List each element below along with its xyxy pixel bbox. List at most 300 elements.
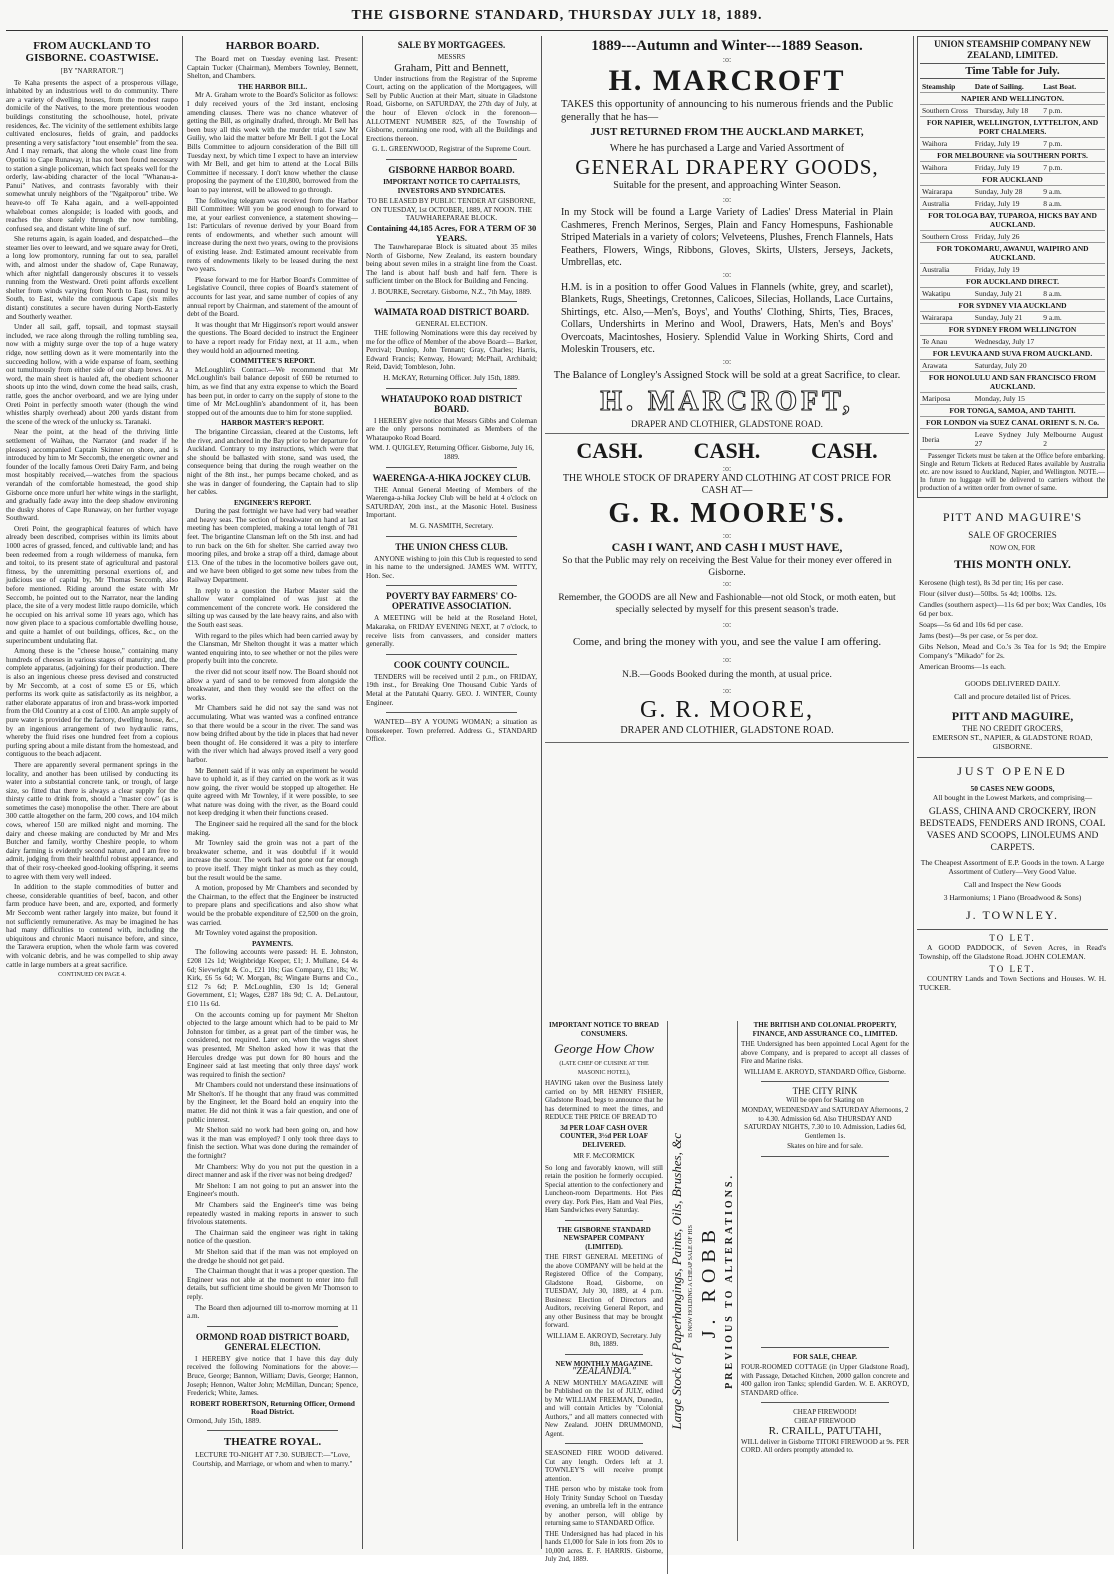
section-subheading: HARBOR MASTER'S REPORT. <box>221 419 324 428</box>
marcroft-stock: In my Stock will be found a Large Variety of Ladies' Dress Material in Plain Cashmeres, French Merinos, Serges, Plain and Fancy Homespuns, Fashionable Striped Materials in a variety of colors; Velveteens, Plushes, French Flannels, Hats Feathers, Flowers, Wings, Ribbons, Gloves, Skirts, Ulsters, Jerseys, Jackets, Umbrellas, etc. <box>561 207 893 268</box>
notice-text: I HEREBY give notice that I have this day duly received the following Nominations for the above:— Bruce, George; Bannon, William; Davis, George; Hannon, Joseph; Hennon, Walter John; McMillan, Duncan; Spence, Frederick; White, James. <box>187 1354 358 1398</box>
divider <box>386 536 517 537</box>
townley-cases: 50 CASES NEW GOODS, <box>970 784 1055 793</box>
timetable-cell: Australia <box>920 198 973 210</box>
bread-name: George How Chow <box>554 1041 654 1056</box>
divider <box>565 1354 643 1355</box>
notice-text: MESSRS <box>437 53 466 61</box>
townley-just: JUST OPENED <box>957 764 1068 778</box>
pitt-item: Soaps—5s 6d and 10s 6d per case. <box>919 620 1023 629</box>
article-paragraph: Please forward to me for Harbor Board's Committee of Legislative Council, three copies of Board's statement of accounts for last year, and same number of copies of any annual report by Chairman, and statement of the amount of debt of the Board. <box>187 275 358 319</box>
timetable-row <box>920 405 1105 417</box>
ornament: :o: <box>722 578 732 588</box>
article-byline: [BY "NARRATOR."] <box>60 67 124 75</box>
notice-heading: POVERTY BAY FARMERS' CO-OPERATIVE ASSOCIATION. <box>386 591 517 612</box>
townley-ad <box>917 758 1108 930</box>
marcroft-footer: DRAPER AND CLOTHIER, GLADSTONE ROAD. <box>631 418 823 429</box>
article-paragraph: Te Kaha presents the aspect of a prosperous village, inhabited by an industrious well to do community. There are a variety of dwelling houses, from the modest raupo domicile of the Natives, to the more pretentious wooden buildings constituting the schoolhouse, hotel, private residences, &c. The vicinity of the settlement exhibits large cultivated enclosures, fields of grain, and paddocks presenting a very satisfactory "tout ensemble" from the sea. And I may remark, that along the whole coast line from Opotiki to Cape Runaway, it has not been found necessary to station a single policeman, which fact speaks well for the orderly, law-abiding character of the local "Whanau-a-Panui" Natives, and contrasts favorably with their somewhat unruly neighbors of the "Ngaitporou" tribe. We heave-to off Te Kaha again, and a well-appointed whaleboat comes alongside; is loaded with goods, and reaches the shore safely through the now tumbling, confused sea, and distant white line of surf. <box>6 78 178 233</box>
pitt-item: Gibs Nelson, Mead and Co.'s 3s Tea for 1s 9d; the Empire Company's "Mikado" for 2s. <box>919 642 1106 660</box>
column-divider <box>541 36 542 1549</box>
timetable-cell: Waihora <box>920 162 973 174</box>
article-paragraph: The Chairman said the engineer was right in taking notice of the question. <box>187 1228 358 1246</box>
pitt-now: NOW ON, FOR <box>989 544 1036 552</box>
article-paragraph: Mr Chambers said the Engineer's time was being repeatedly wasted in making reports in answer to such frivolous statements. <box>187 1201 358 1227</box>
article-paragraph: Under all sail, gaff, topsail, and topmast staysail included, we race along through the rolling tumbling sea, now with a mighty surge over the top of a huge watery ridge, now settling down as it were momentarily into the succeeding hollow, with a wide expanse of foam, seething out tumultuously from either side of our sharp bows. At a word, the main sheet is hauled aft, the obedient schooner shoots up into the wind, down come the head sails, crash, rattle, goes the anchor overboard, and we are lying under Oreti Point in perfectly smooth water (though the wind whistles sharply overhead) about 200 yards distant from the scene of the wreck of the unlucky ss. Taranaki. <box>6 323 178 426</box>
divider <box>386 654 517 655</box>
moore-public: So that the Public may rely on receiving the Best Value for their money ever offered in Gisborne. <box>562 555 892 578</box>
timetable-cell <box>1041 336 1105 348</box>
continued-note: CONTINUED ON PAGE 4. <box>58 972 126 979</box>
timetable-cell: Australia <box>920 264 973 276</box>
timetable-row <box>920 150 1105 162</box>
timetable-cell: Friday, July 19 <box>973 138 1041 150</box>
timetable-route: FOR HONOLULU AND SAN FRANCISCO FROM AUCKLAND. <box>920 372 1105 393</box>
cash-word: CASH. <box>811 437 878 463</box>
timetable-cell: Wakatipu <box>920 288 973 300</box>
bread-column <box>545 1021 668 1574</box>
timetable-cell: Thursday, July 18 <box>973 105 1041 117</box>
timetable-cell: 8 a.m. <box>1041 198 1105 210</box>
notice-signature: M. G. NASMITH, Secretary. <box>409 521 494 530</box>
divider <box>386 467 517 468</box>
townley-bought: All bought in the Lowest Markets, and comprising— <box>932 793 1093 802</box>
timetable-cell <box>1041 393 1105 405</box>
sale-text: FOUR-ROOMED COTTAGE (in Upper Gladstone Road), with Passage, Detached Kitchen, 2000 gallon concrete and 400 gallon iron Tanks; splendid Garden. W. E. AKROYD, STANDARD office. <box>741 1363 909 1397</box>
sale-heading: FOR SALE, CHEAP. <box>793 1352 857 1361</box>
moore-remember: Remember, the GOODS are all New and Fashionable—not old Stock, or moth eaten, but specially selected by myself for this present season's trade. <box>558 592 896 615</box>
timetable-route: FOR TONGA, SAMOA, AND TAHITI. <box>920 405 1105 417</box>
timetable-route: FOR AUCKLAND <box>920 174 1105 186</box>
tolet-heading-2: TO LET. <box>989 964 1036 974</box>
timetable-cell: Southern Cross <box>920 105 973 117</box>
notice-text: WANTED—BY A YOUNG WOMAN; a situation as housekeeper. Town preferred. Address G., STANDARD Office. <box>366 718 537 744</box>
marcroft-drapery: GENERAL DRAPERY GOODS, <box>575 155 879 179</box>
craill-name: R. CRAILL, PATUTAHI, <box>768 1425 882 1437</box>
notice-heading: WHATAUPOKO ROAD DISTRICT BOARD. <box>380 393 523 414</box>
timetable-cell: Waihora <box>920 138 973 150</box>
magazine-heading: NEW MONTHLY MAGAZINE. <box>555 1359 653 1368</box>
article-paragraph: On the accounts coming up for payment Mr Shelton objected to the large amount which had to be paid to Mr Johnston for timber, as a great part of the timber was, he considered, not required. Later on, when the wages sheet was presented, Mr Shelton asked how it was that the Hercules dredge was put down for 80 hours and the Engineer said at last meeting that only three days' work was required to finish the section? <box>187 1010 358 1079</box>
timetable-row <box>920 93 1105 105</box>
marcroft-season: 1889---Autumn and Winter---1889 Season. <box>591 38 863 54</box>
rink-open: Will be open for Skating on <box>786 1095 864 1104</box>
article-paragraph: The following telegram was received from the Harbor Bill Committee: Will you be good enough to forward to me, at your earliest convenience, a statement showing—1st: Particulars of revenue derived by your Board from rents of endowments, and whether such amount will increase during the next two years, owing to the provisions of existing lease. 2nd: Estimated amount receivable from rents of endowments likely to be leased during the next two years. <box>187 196 358 274</box>
bread-tail: So long and favorably known, will still retain the position he formerly occupied. Special attention to the confectionery and Luncheon-room Departments. Hot Pies every day. Pork Pies, Ham and Veal Pies, Ham Sandwiches every Saturday. <box>545 1163 663 1214</box>
ornament: :o: <box>722 654 732 664</box>
column-divider <box>913 36 914 1549</box>
article-paragraph: The Board then adjourned till to-morrow morning at 11 a.m. <box>187 1303 358 1321</box>
notice-signature: WM. J. QUIGLEY, Returning Officer. Gisborne, July 16, 1889. <box>369 444 534 461</box>
timetable-row <box>920 243 1105 264</box>
article-paragraph: A motion, proposed by Mr Chambers and seconded by the Chairman, to the effect that the Engineer be instructed to prepare plans and specifications and also show what would be the probable expenditure of £2,500 on the groin, was carried. <box>187 884 358 927</box>
timetable-cell: Leave Sydney July 27 <box>974 430 1040 448</box>
article-paragraph: During the past fortnight we have had very bad weather and heavy seas. The section of breakwater on hand at last meeting has been completed, making a total length of 781 feet. The brigantine Clansman left on the 5th inst. and had to run back on the 6th for shelter. She carried away two mooring piles, and broke a strap off a third, damage about £13. One of the tubes in the locomotive boilers gave out, and we have been obliged to get some new tubes from the Railway Department. <box>187 507 358 585</box>
timetable-cell: Friday, July 19 <box>973 264 1041 276</box>
right-notices <box>741 1021 909 1574</box>
bread-late: (LATE CHEF OF CUISINE AT THE MASONIC HOTEL), <box>559 1061 649 1076</box>
notice-heading: THEATRE ROYAL. <box>223 1436 322 1449</box>
timetable-row <box>920 174 1105 186</box>
divider <box>565 1443 643 1444</box>
timetable-route: FOR MELBOURNE via SOUTHERN PORTS. <box>920 150 1105 162</box>
notice-text: ANYONE wishing to join this Club is requested to send in his name to the undersigned. JAMES WM. WITTY, Hon. Sec. <box>366 554 537 580</box>
timetable-row <box>920 324 1105 336</box>
tolet-text: A GOOD PADDOCK, of Seven Acres, in Read's Township, off the Gladstone Road. JOHN COLEMAN. <box>919 943 1106 961</box>
tolet-ad <box>917 930 1108 998</box>
article-paragraph: The Chairman thought that it was a proper question. The Engineer was not able at the moment to enter into full details, but sufficient time should be given Mr Thomson to reply. <box>187 1267 358 1301</box>
british-text: THE Undersigned has been appointed Local Agent for the above Company, and is prepared to accept all classes of Fire and Marine risks. <box>741 1040 909 1065</box>
article-paragraph: She returns again, is again loaded, and despatched—the steamer lies over to leeward, and we square away for Oreti, a long low promontory, running far out to sea, parallel with, and almost under the shadow of, Cape Runaway, which after nightfall dangerously obscures it to vessels running from the Westward. Oreti point affords excellent shelter from winds varying from North to East, round by South, to East, while the contiguous Cape (six miles distant) constitutes a secure haven during North-Easterly and Southerly weather. <box>6 235 178 321</box>
moore-footer: DRAPER AND CLOTHIER, GLADSTONE ROAD. <box>620 724 834 736</box>
article-paragraph: It was thought that Mr Higginson's report would answer the questions. The Board decided to instruct the Engineer to have a report ready for Friday next, at 11 a.m., when they would hold an adjourned meeting. <box>187 320 358 355</box>
article-paragraph: Mr Bennett said if it was only an experiment he would have to uphold it, as if they carried on the work as it was now going, the river would be stopped up altogether. He quite agreed with Mr Townley, if it were possible, to see what nature was doing with the river, as the Board could not keep dredging it when their functions ceased. <box>187 766 358 818</box>
british-heading: THE BRITISH AND COLONIAL PROPERTY, FINANCE, AND ASSURANCE CO., LIMITED. <box>752 1021 898 1038</box>
pitt-month: THIS MONTH ONLY. <box>954 557 1071 571</box>
divider <box>386 301 517 302</box>
union-ad <box>917 36 1108 498</box>
moore-nb: N.B.—Goods Booked during the month, at usual price. <box>622 669 832 680</box>
notice-text: LECTURE TO-NIGHT AT 7.30. SUBJECT:—"Love, Courtship, and Marriage, or whom and when to marry." <box>192 1451 353 1469</box>
timetable-cell: Sunday, July 21 <box>973 288 1041 300</box>
divider <box>386 712 517 713</box>
timetable-row <box>920 336 1105 348</box>
timetable-cell: Saturday, July 20 <box>973 360 1041 372</box>
display-ads <box>545 36 909 1563</box>
divider <box>761 1081 889 1082</box>
timetable-route: FOR TOKOMARU, AWANUI, WAIPIRO AND AUCKLAND. <box>920 243 1105 264</box>
timetable-row <box>920 162 1105 174</box>
divider <box>565 1220 643 1221</box>
timetable-row <box>920 300 1105 312</box>
timetable <box>920 81 1105 450</box>
timetable-row <box>920 393 1105 405</box>
article-paragraph: The brigantine Circassian, cleared at the Customs, left the river, and anchored in the Bay prior to her departure for Auckland. Contrary to my instructions, which were that she should be ballasted with stone, sand was used, the consequence being that during the rough weather on the night of the 8th inst., her pumps became choked, and as she was in danger of foundering, the Captain had to slip her cables. <box>187 427 358 497</box>
article-paragraph: Mr A. Graham wrote to the Board's Solicitor as follows: I duly received yours of the 3rd instant, enclosing amending clauses. There was no chance whatever of getting the Bill, as originally drafted, through. Mr Bell has been busy all this week with the murder trial. I saw Mr Guiliy, who laid the matter before Mr Bell. I got the Local Bills Committee to adjourn consideration of the Bill till Tuesday next, by which time I expect to have an interview with Mr Bell, and get him to attend at the Local Bills Committee if necessary. I don't know whether the clause proposing the payment of the £10,800, borrowed from the loan to pay interest, will be allowed to go through. <box>187 91 358 194</box>
marcroft-name: H. MARCROFT <box>608 64 846 97</box>
article-title: FROM AUCKLAND TO GISBORNE. COASTWISE. <box>25 40 159 64</box>
timetable-cell: Southern Cross <box>920 231 973 243</box>
pitt-item: Kerosene (high test), 8s 3d per tin; 16s per case. <box>919 578 1064 587</box>
company-sign: WILLIAM E. AKROYD, Secretary. July 8th, 1889. <box>546 1331 662 1348</box>
robb-stock: Large Stock of Paperhangings, Paints, Oils, Brushes, &c <box>668 1132 684 1430</box>
moore-name: G. R. MOORE'S. <box>608 497 846 529</box>
timetable-cell: Friday, July 19 <box>973 162 1041 174</box>
masthead: THE GISBORNE STANDARD, THURSDAY JULY 18, 1889. <box>351 8 763 23</box>
townley-items: GLASS, CHINA AND CROCKERY, IRON BEDSTEADS, FENDERS AND IRONS, COAL VASES AND SCOOPS, LINOLEUMS AND CARPETS. <box>919 807 1106 853</box>
article-paragraph: The Board met on Tuesday evening last. Present: Captain Tucker (Chairman), Members Townley, Bennett, Shelton, and Chambers. <box>187 55 358 81</box>
divider <box>761 1402 889 1403</box>
robb-name: J. ROBB <box>697 1223 720 1339</box>
land-sale-text: THE Undersigned has had placed in his hands £1,000 for Sale in lots from 20s to 10,000 acres. E. F. HARRIS. Gisborne, July 2nd, 1889. <box>545 1529 663 1563</box>
company-text: THE FIRST GENERAL MEETING of the above COMPANY will be held at the Registered Office of the Company, Gladstone Road, Gisborne, on TUESDAY, July 30, 1889, at 4 p.m. Business: Election of Directors and Auditors, receiving General Report, and any other Business that may be brought forward. <box>545 1253 663 1329</box>
marcroft-value: H.M. is in a position to offer Good Values in Flannels (white, grey, and scarlet), Blankets, Rugs, Sheetings, Cretonnes, Calicoes, Silecias, Hollands, Lace Curtains, Shirtings, etc. Also,—Men's, Boys', and Youths' Clothing, Shirts, Ties, Braces, Collars, Undershirts in Merino and Wool, Drawers, Hats, Men's and Boys' Overcoats, Macintoshes, Hosiery. Splendid Value in Working Shirts, Cord and Moleskin Trousers, etc. <box>561 281 893 355</box>
notice-heading: WAERENGA-A-HIKA JOCKEY CLUB. <box>372 472 531 483</box>
notice-heading: GISBORNE HARBOR BOARD. <box>388 164 515 175</box>
timetable-row <box>920 231 1105 243</box>
timetable-route: FOR LONDON via SUEZ CANAL ORIENT S. N. Co. <box>920 417 1105 429</box>
timetable-route: FOR SYDNEY FROM WELLINGTON <box>920 324 1105 336</box>
notice-text: I HEREBY give notice that Messrs Gibbs and Coleman are the only persons nominated as Members of the Whataupoko Road Board. <box>366 416 537 442</box>
timetable-cell: 7 p.m. <box>1041 162 1105 174</box>
firewood-sub: CHEAP FIREWOOD <box>794 1416 856 1425</box>
timetable-cell: Iberia <box>920 429 973 450</box>
marcroft-ad <box>545 36 909 434</box>
timetable-cell: 9 a.m. <box>1041 312 1105 324</box>
timetable-row <box>920 117 1105 138</box>
timetable-route: FOR SYDNEY VIA AUCKLAND <box>920 300 1105 312</box>
column-2 <box>187 36 358 1549</box>
craill-text: WILL deliver in Gisborne TITOKI FIREWOOD at 9s. PER CORD. All orders promptly attended to. <box>741 1437 909 1454</box>
moore-ad <box>545 434 909 743</box>
firewood-heading: CHEAP FIREWOOD! <box>793 1408 857 1416</box>
article-paragraph: Mr Chambers: Why do you not put the question in a direct manner and ask if the river was not being dredged? <box>187 1162 358 1180</box>
timetable-route: FOR TOLOGA BAY, TUPAROA, HICKS BAY AND AUCKLAND. <box>920 210 1105 231</box>
bread-heading: IMPORTANT NOTICE TO BREAD CONSUMERS. <box>549 1021 659 1038</box>
ornament: :o: <box>722 195 732 204</box>
ornament: :o: <box>722 463 732 473</box>
section-subheading: THE HARBOR BILL. <box>237 82 308 91</box>
company-heading: THE GISBORNE STANDARD NEWSPAPER COMPANY (LIMITED). <box>557 1225 651 1251</box>
timetable-row <box>920 429 1105 450</box>
townley-call: Call and Inspect the New Goods <box>963 880 1062 889</box>
timetable-cell <box>1041 231 1105 243</box>
timetable-row <box>920 186 1105 198</box>
timetable-cell <box>1041 264 1105 276</box>
timetable-row <box>920 264 1105 276</box>
pitt-sale: SALE OF GROCERIES <box>968 530 1057 540</box>
article-paragraph: Mr Shelton said no work had been going on, and how was it the man was employed? I only took three days to finish the section. What was done during the remainder of the fortnight? <box>187 1126 358 1161</box>
pitt-item: Flour (silver dust)—50lbs. 5s 4d; 100lbs. 12s. <box>919 589 1057 598</box>
divider <box>761 1156 889 1157</box>
article-paragraph: Oreti Point, the geographical features of which have already been described, comprises within its limits about 1000 acres of grassed, fenced, and cultivable land; and has been redeemed from a rough wilderness of manuka, fern and toitoi, to its present state of agricultural and pastoral fitness, by the unremitting personal exertions of, and judicious use of capital by, Mr Thomas Seccomb, also before mentioned. Riding around the estate with Mr Seccomb, he pointed out to the Narrator, near the landing place, the site of a very modest little raupo domicile, which he occupied on his arrival some 10 years ago, which has now given place to a spacious comfortable dwelling house, and quite a hamlet of out buildings, offices, &c., on the superincumbent undulating flat. <box>6 524 178 645</box>
notice-subheading: GENERAL ELECTION. <box>415 320 488 329</box>
timetable-row <box>920 288 1105 300</box>
column-4 <box>366 36 537 1549</box>
section-subheading: ENGINEER'S REPORT. <box>233 498 312 507</box>
section-subheading: COMMITTEE'S REPORT. <box>229 357 316 366</box>
union-note: Passenger Tickets must be taken at the Office before embarking. Single and Return Tickets at Reduced Rates available by Australia etc. are now issued to Auckland, Napier, and Wellington. NOTE.—In future no luggage will be delivered to carriers without the production of a written order from owner of same. <box>920 453 1105 492</box>
timetable-row <box>920 312 1105 324</box>
firewood-text: SEASONED FIRE WOOD delivered. Cut any length. Orders left at J. TOWNLEY'S will receive prompt attention. <box>545 1449 663 1483</box>
notice-heading: ORMOND ROAD DISTRICT BOARD, GENERAL ELECTION. <box>195 1331 350 1352</box>
pitt-ad <box>917 504 1108 758</box>
timetable-cell: Wairarapa <box>920 186 973 198</box>
timetable-row <box>920 348 1105 360</box>
timetable-cell: 7 p.m. <box>1041 105 1105 117</box>
article-paragraph: McLoughlin's Contract.—We recommend that Mr McLoughlin's bail balance deposit of £60 be returned to him, as we find that any extra expense to which the Board has been put, in order to carry on the supply of stone to the time of Mr McLoughlin's abandonment of it, has been stopped out of the amounts due to him for stone supplied. <box>187 365 358 417</box>
timetable-body <box>920 93 1105 450</box>
timetable-cell: Sunday, July 21 <box>973 312 1041 324</box>
notice-heading: THE UNION CHESS CLUB. <box>395 541 508 552</box>
robb-cheap-sale: IS NOW HOLDING A CHEAP SALE OF HIS <box>688 1224 695 1338</box>
notice-heading: SALE BY MORTGAGEES. <box>397 40 506 50</box>
timetable-cell: Friday, July 26 <box>973 231 1041 243</box>
timetable-cell: Mariposa <box>920 393 973 405</box>
timetable-cell: Sunday, July 28 <box>973 186 1041 198</box>
townley-name: J. TOWNLEY. <box>965 908 1059 922</box>
divider <box>761 1347 889 1348</box>
timetable-route: NAPIER AND WELLINGTON. <box>920 93 1105 105</box>
divider <box>386 388 517 389</box>
notice-text: Containing 44,185 Acres, FOR A TERM OF 30 YEARS. <box>366 222 537 243</box>
marcroft-suitable: Suitable for the present, and approaching Winter Season. <box>613 180 841 191</box>
rink-heading: THE CITY RINK <box>792 1086 858 1096</box>
article-paragraph: In addition to the staple commodities of butter and cheese, considerable quantities of beef, bacon, and other farm produce have been, and are, exported, and formerly Mr Seccomb went rather largely into maize, but found it not sufficiently remunerative. As may be imagined he has had many difficulties to contend with, including the ubiquitous and chronic Maori nuisance before, and since, the Tarawera eruption, when the whole farm was covered with volcanic debris, and he was compelled to ship away cattle in large numbers at a great sacrifice. <box>6 883 178 969</box>
notice-signature: G. L. GREENWOOD, Registrar of the Supreme Court. <box>372 145 531 154</box>
article-paragraph: Mr Shelton said that if the man was not employed on the dredge he should not get paid. <box>187 1247 358 1265</box>
timetable-route: FOR AUCKLAND DIRECT. <box>920 276 1105 288</box>
notice-date: Ormond, July 15th, 1889. <box>187 1416 261 1425</box>
timetable-cell: 9 a.m. <box>1041 186 1105 198</box>
marcroft-name-2: H. MARCROFT, <box>600 385 854 417</box>
article-paragraph: The Engineer said he required all the sand for the block making. <box>187 820 358 837</box>
divider <box>386 159 517 160</box>
cash-word: CASH. <box>576 437 643 463</box>
timetable-row <box>920 210 1105 231</box>
timetable-header: Date of Sailing. <box>973 81 1041 93</box>
timetable-header: Last Boat. <box>1041 81 1105 93</box>
notice-text: THE Annual General Meeting of Members of the Waerenga-a-hika Jockey Club will be held at 4 o'clock on SATURDAY, 20th inst., at the Masonic Hotel. Business Important. <box>366 485 537 520</box>
timetable-row <box>920 276 1105 288</box>
townley-pianos: 3 Harmoniums; 1 Piano (Broadwood & Sons) <box>943 893 1082 902</box>
robb-previous: PREVIOUS TO ALTERATIONS. <box>724 1173 736 1389</box>
article-paragraph: Mr Chambers could not understand these insinuations of Mr Shelton's. If he thought that any fraud was committed by the Engineer, let the Board hold an enquiry into the matter. He did not think it was a fair question, and one of public interest. <box>187 1081 358 1124</box>
auctioneer-name: Graham, Pitt and Bennett, <box>394 61 509 74</box>
ornament: :o: <box>722 356 732 366</box>
tolet-text-2: COUNTRY Lands and Town Sections and Houses. W. H. TUCKER. <box>919 974 1106 992</box>
notice-text: TO BE LEASED BY PUBLIC TENDER AT GISBORNE, ON TUESDAY, 1st OCTOBER, 1889, AT NOON. THE TAUWHAREPARAE BLOCK. <box>367 197 536 223</box>
article-paragraph: Mr Townley said the groin was not a part of the breakwater scheme, and it was doubtful if it would increase the scour. The work had not gone out far enough to prove itself. They might tinker as much as they could, but the result would be the same. <box>187 839 358 882</box>
notice-signature: H. McKAY, Returning Officer. July 15th, 1889. <box>383 374 520 383</box>
notice-text: THE following Nominations were this day received by me for the office of Member of the above Board:— Barker, Percival; Dunlop, John Tennant; Gray, Charles; Harris, Edward Francis; Kenway, Howard; McPhail, Archibald; Reid, David; Tombleson, John. <box>366 329 537 372</box>
lost-umbrella-text: THE person who by mistake took from Holy Trinity Sunday School on Tuesday evening, an umbrella left in the entrance by another person, will oblige by returning same to STANDARD Office. <box>545 1485 663 1527</box>
bread-mr: MR F. McCORMICK <box>573 1152 635 1160</box>
notice-signature: ROBERT ROBERTSON, Returning Officer, Ormond Road District. <box>190 1399 355 1417</box>
pitt-footer: PITT AND MAGUIRE, <box>951 709 1074 723</box>
column-divider <box>182 36 183 1549</box>
article-paragraph: The following accounts were passed: H. E. Johnston, £208 12s 1d; Weighbridge Keeper, £1; J. Mullane, £4 4s 6d; Sievwright & Co., £21 10s; Gas Company, £1 18s; W. Kirk, £6 5s 6d; W. Morgan, 8s; Wingate Burns and Co., £12 7s 6d; P. McLoughlin, £30 1s 1d; General Government, £1; Wages, £287 18s 9d; C. A. DeLautour, £10 11s 6d. <box>187 948 358 1008</box>
bread-text: HAVING taken over the Business lately carried on by MR HENRY FISHER, Gladstone Road, begs to announce that he has determined to meet the times, and REDUCE THE PRICE OF BREAD TO <box>545 1079 663 1121</box>
moore-whole: THE WHOLE STOCK OF DRAPERY AND CLOTHING AT COST PRICE FOR CASH AT— <box>562 472 892 496</box>
timetable-cell: 7 p.m. <box>1041 138 1105 150</box>
timetable-cell: 8 a.m. <box>1041 288 1105 300</box>
article-paragraph: There are apparently several permanent springs in the locality, and another has been utilised by conducting its water into a substantial concrete tank, or trough, of large size, so fitted that there is always a clear supply for the thirsty cattle to drink from, should a "master cow" (as is sometimes the case) monopolise the other. There are about 300 cattle altogether on the farm, 200 cows, and 104 milch cows, whereof 150 are milked night and morning. The dairy and cheese making are conducted by Mr and Mrs Butcher and family, worthy Cheshire people, to whom dairy farming is evidently second nature, and I am free to admit, judging from their healthful robust appearance, and that of their rosy-cheeked good-looking offspring, it seems to agree with them very well indeed. <box>6 760 178 881</box>
bread-price: 3d PER LOAF CASH OVER COUNTER, 3½d PER LOAF DELIVERED. <box>559 1123 649 1149</box>
timetable-cell: Wairarapa <box>920 312 973 324</box>
pitt-item: American Brooms—1s each. <box>919 662 1006 671</box>
robb-ad <box>667 1021 738 1541</box>
article-title: HARBOR BOARD. <box>225 40 320 52</box>
pitt-heading: PITT AND MAGUIRE'S <box>942 510 1083 524</box>
moore-must: CASH I WANT, AND CASH I MUST HAVE, <box>611 539 843 554</box>
tolet-heading: TO LET. <box>989 933 1036 943</box>
timetable-cell: Melbourne August 2 <box>1043 430 1103 448</box>
notice-text: Under instructions from the Registrar of the Supreme Court, acting on the application of the Mortgagees, will Sell by Public Auction at their Mart, situate in Gladstone Road, Gisborne, on SATURDAY, the 27th day of July, at the hour of Eleven o'clock in the forenoon— ALLOTMENT NUMBER 825, of the Township of Gisborne, containing one rood, with all the Buildings and Erections thereon. <box>366 74 537 143</box>
column-7 <box>917 36 1108 1549</box>
masthead-rule <box>6 30 1108 31</box>
ornament: :o: <box>722 619 732 629</box>
notice-subheading: IMPORTANT NOTICE TO CAPITALISTS, INVESTORS AND SYNDICATES. <box>383 177 520 195</box>
pitt-item-list <box>919 578 1106 671</box>
ornament: :o: <box>722 530 732 540</box>
timetable-route: FOR NAPIER, WELLINGTON, LYTTELTON, AND PORT CHALMERS. <box>920 117 1105 138</box>
cash-row <box>551 438 903 464</box>
notice-signature: J. BOURKE, Secretary. Gisborne, N.Z., 7th May, 1889. <box>371 287 532 296</box>
union-heading: UNION STEAMSHIP COMPANY NEW ZEALAND, LIMITED. <box>934 39 1091 60</box>
notice-heading: COOK COUNTY COUNCIL. <box>393 659 510 670</box>
divider <box>207 1430 338 1431</box>
marcroft-returned: JUST RETURNED FROM THE AUCKLAND MARKET, <box>590 126 864 138</box>
timetable-cell: Te Anau <box>920 336 973 348</box>
timetable-row <box>920 360 1105 372</box>
magazine-title: "ZEALANDIA." <box>572 1366 636 1377</box>
ornament: :o: <box>722 269 732 279</box>
notice-text: A MEETING will be held at the Roseland Hotel, Makaraka, on FRIDAY EVENING NEXT, at 7 o'clock, to receive lists from canvassers, and consider matters generally. <box>366 614 537 649</box>
ornament: :o: <box>722 685 732 695</box>
pitt-item: Candles (southern aspect)—11s 6d per box; Wax Candles, 10s 6d per box. <box>919 600 1106 618</box>
timetable-cell: Friday, July 19 <box>973 198 1041 210</box>
article-paragraph: With regard to the piles which had been carried away by the Clansman, Mr Shelton thought it was a matter which wanted enquiring into, to see whether or not the piles were properly built into the concrete. <box>187 631 358 666</box>
pitt-footer-2: THE NO CREDIT GROCERS, <box>962 724 1063 733</box>
pitt-call: Call and procure detailed list of Prices. <box>954 692 1071 701</box>
timetable-header: Steamship <box>920 81 973 93</box>
timetable-cell <box>1041 360 1105 372</box>
timetable-row <box>920 198 1105 210</box>
rink-skates: Skates on hire and for sale. <box>787 1142 863 1150</box>
article-paragraph: Near the point, at the head of the thriving little settlement of Waihau, the Narrator (and reader if he pleases) accompanied Captain Skinner on shore, and is introduced by him to Mr Seccomb, the energetic owner and founder of the locally famous Oreti Dairy Farm, and being most hospitably received,—watches from the spacious verandah of the comfortable homestead, the good ship Gisborne once more unfurl her white wings in the starlight, and gradually fade away into the deep shadow environing the dusky shores of Cape Runaway, on her further voyage Southward. <box>6 428 178 523</box>
article-paragraph: Mr Shelton: I am not going to put an answer into the Engineer's mouth. <box>187 1181 358 1199</box>
moore-come: Come, and bring the money with you, and see the value I am offering. <box>572 635 882 648</box>
townley-cheapest: The Cheapest Assortment of E.P. Goods in the town. A Large Assortment of Cutlery—Very Good Value. <box>920 858 1105 876</box>
rink-days: MONDAY, WEDNESDAY and SATURDAY Afternoons, 2 to 4.30. Admission 6d. Also THURSDAY AND SATURDAY NIGHTS, 7.30 to 10. Admission, Ladies 6d, Gentlemen 1s. <box>741 1106 909 1140</box>
timetable-row <box>920 417 1105 429</box>
pitt-address: EMERSON ST., NAPIER, & GLADSTONE ROAD, GISBORNE. <box>932 733 1093 751</box>
timetable-header-row <box>920 81 1105 93</box>
timetable-row <box>920 372 1105 393</box>
timetable-cell: Wednesday, July 17 <box>973 336 1041 348</box>
article-paragraph: Among these is the "cheese house," containing many hundreds of cheeses in various stages of maturity; and, the complete apparatus, (adjoining) for their production. There is also an ingenious cheese press devised and constructed by Mr Seccomb, at a cost of some £5 or £6, which performs its work quite as satisfactorily as its neighbor, a rather elaborate apparatus of iron and brass-work imported from the Old Country at a cost of £100. An ample supply of pure water is provided for the factory, dwelling house, &c., by an ingenious arrangement of two hydraulic rams, whereby the fluid rises one hundred feet from a copious purling spring about a mile distant from the homestead, and contiguous to the beach adjacent. <box>6 647 178 759</box>
timetable-row <box>920 105 1105 117</box>
cash-word: CASH. <box>693 437 761 463</box>
notice-heading: WAIMATA ROAD DISTRICT BOARD. <box>373 307 530 318</box>
article-paragraph: In reply to a question the Harbor Master said the shallow water complained of was just at the commencement of the concrete work. He considered the silting up was caused by the late heavy rains, and also with the South east seas. <box>187 586 358 629</box>
timetable-row <box>920 138 1105 150</box>
pitt-item: Jams (best)—9s per case, or 5s per doz. <box>919 631 1038 640</box>
moore-name-2: G. R. MOORE, <box>639 696 814 723</box>
ornament: :o: <box>722 55 732 64</box>
section-subheading: PAYMENTS. <box>252 939 293 948</box>
marcroft-balance: The Balance of Longley's Assigned Stock will be sold at a great Sacrifice, to clear. <box>553 369 901 381</box>
divider <box>386 585 517 586</box>
article-paragraph: Mr Townley voted against the proposition. <box>195 929 318 938</box>
column-divider <box>362 36 363 1549</box>
notice-text: The Tauwhareparae Block is situated about 35 miles North of Gisborne, New Zealand, its eastern boundary being about seven miles in a straight line from the Coast. The land is about half bush and half fern. There is sufficient timber on the Block for Building and Fencing. <box>366 242 537 286</box>
column-1 <box>6 36 178 1549</box>
article-paragraph: the river did not scour itself now. The Board should not allow a yard of sand to be removed from alongside the breakwater, and then they would see the effect on the works. <box>187 667 358 702</box>
marcroft-purchased: Where he has purchased a Large and Varied Assortment of <box>609 143 845 154</box>
magazine-text: A NEW MONTHLY MAGAZINE will be Published on the 1st of JULY, edited by Mr WILLIAM FREEMAN, Dunedin, and will contain Articles by "Colonial Authors," and all matters connected with New Zealand. JOHN DRUMMOND, Agent. <box>545 1378 663 1438</box>
timetable-cell: Monday, July 15 <box>973 393 1041 405</box>
divider <box>207 1326 338 1327</box>
spacer <box>741 1162 909 1342</box>
notice-text: TENDERS will be received until 2 p.m., on FRIDAY, 19th inst., for Breaking One Thousand Cubic Yards of Metal at the Patutahi Quarry. GEO. J. WINTER, County Engineer. <box>366 672 537 707</box>
article-paragraph: Mr Chambers said he did not say the sand was not accumulating. What was wanted was a confined entrance so that there would be a scour in the river. The sand was now being drifted about by the tide in places that had never been thought of. He considered it was a pity to interfere with the river which had always proved itself a very good harbor. <box>187 704 358 764</box>
timetable-title: Time Table for July. <box>920 63 1105 79</box>
pitt-delivered: GOODS DELIVERED DAILY. <box>964 679 1061 688</box>
marcroft-takes: TAKES this opportunity of announcing to his numerous friends and the Public generally that he has— <box>561 99 893 123</box>
timetable-cell: Arawata <box>920 360 973 372</box>
british-sign: WILLIAM E. AKROYD, STANDARD Office, Gisborne. <box>744 1067 906 1076</box>
